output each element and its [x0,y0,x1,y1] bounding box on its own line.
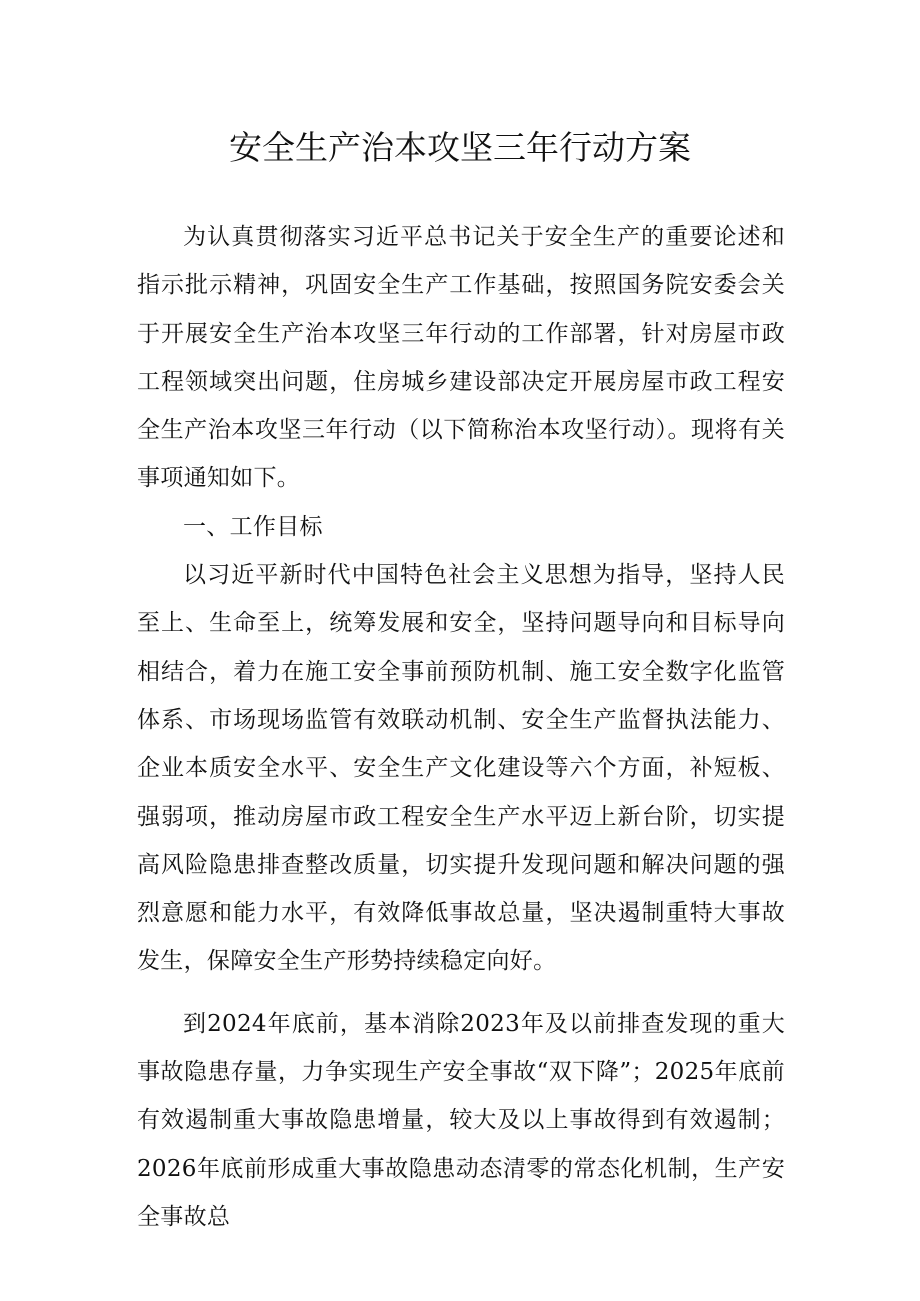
goals-paragraph: 以习近平新时代中国特色社会主义思想为指导，坚持人民至上、生命至上，统筹发展和安全，坚持问题导向和目标导向相结合，着力在施工安全事前预防机制、施工安全数字化监管体系、市场现场监管有效联动机制、安全生产监督执法能力、企业本质安全水平、安全生产文化建设等六个方面，补短板、强弱项，推动房屋市政工程安全生产水平迈上新台阶，切实提高风险隐患排查整改质量，切实提升发现问题和解决问题的强烈意愿和能力水平，有效降低事故总量，坚决遏制重特大事故发生，保障安全生产形势持续稳定向好。 [137,562,785,975]
timeline-paragraph: 到2024年底前，基本消除2023年及以前排查发现的重大事故隐患存量，力争实现生产安全事故“双下降”；2025年底前有效遏制重大事故隐患增量，较大及以上事故得到有效遏制；2026年底前形成重大事故隐患动态清零的常态化机制，生产安全事故总 [137,1010,785,1230]
document-body [137,213,785,1241]
document-title: 安全生产治本攻坚三年行动方案 [229,128,691,167]
intro-paragraph: 为认真贯彻落实习近平总书记关于安全生产的重要论述和指示批示精神，巩固安全生产工作基础，按照国务院安委会关于开展安全生产治本攻坚三年行动的工作部署，针对房屋市政工程领域突出问题，住房城乡建设部决定开展房屋市政工程安全生产治本攻坚三年行动（以下简称治本攻坚行动）。现将有关事项通知如下。 [137,224,785,492]
section-heading-work-goals: 一、工作目标 [183,513,323,540]
